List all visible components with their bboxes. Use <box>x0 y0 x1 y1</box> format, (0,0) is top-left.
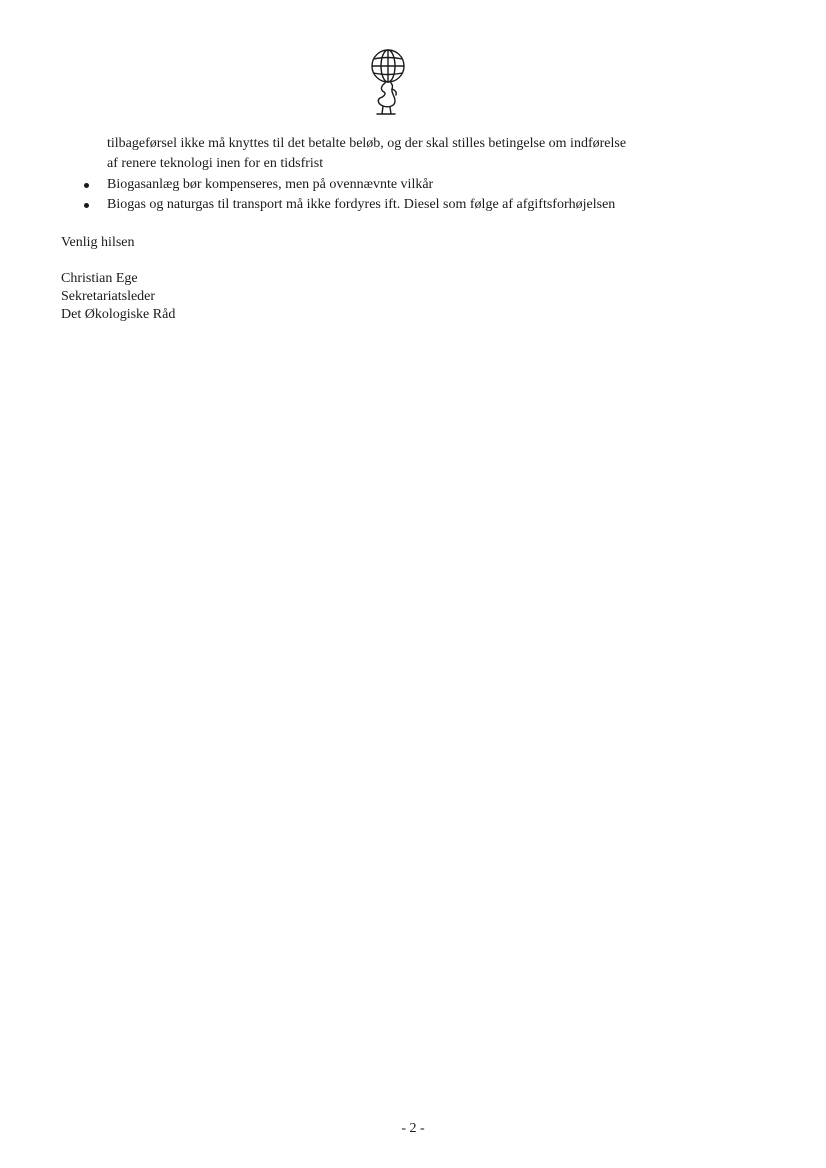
globe-atlas-figure-icon <box>364 46 412 120</box>
signature-organization: Det Økologiske Råd <box>61 307 176 322</box>
signature-name: Christian Ege <box>61 271 138 286</box>
continuation-paragraph <box>107 134 747 174</box>
bullet-text: Biogas og naturgas til transport må ikke fordyres ift. Diesel som følge af afgiftsforhøjelsen <box>107 197 616 212</box>
bullet-text: Biogasanlæg bør kompenseres, men på ovennævnte vilkår <box>107 177 434 192</box>
page-number: - 2 - <box>401 1121 425 1136</box>
bullet-icon <box>84 203 89 208</box>
continuation-line: af renere teknologi inen for en tidsfrist <box>107 156 324 171</box>
closing-salutation: Venlig hilsen <box>61 235 135 250</box>
bullet-icon <box>84 183 89 188</box>
bullet-list <box>82 175 762 215</box>
signature-title: Sekretariatsleder <box>61 289 156 304</box>
bullet-item <box>82 195 762 215</box>
continuation-line: tilbageførsel ikke må knyttes til det betalte beløb, og der skal stilles betingelse om indførelse <box>107 136 627 151</box>
bullet-item <box>82 175 762 195</box>
signature-block <box>61 270 175 324</box>
